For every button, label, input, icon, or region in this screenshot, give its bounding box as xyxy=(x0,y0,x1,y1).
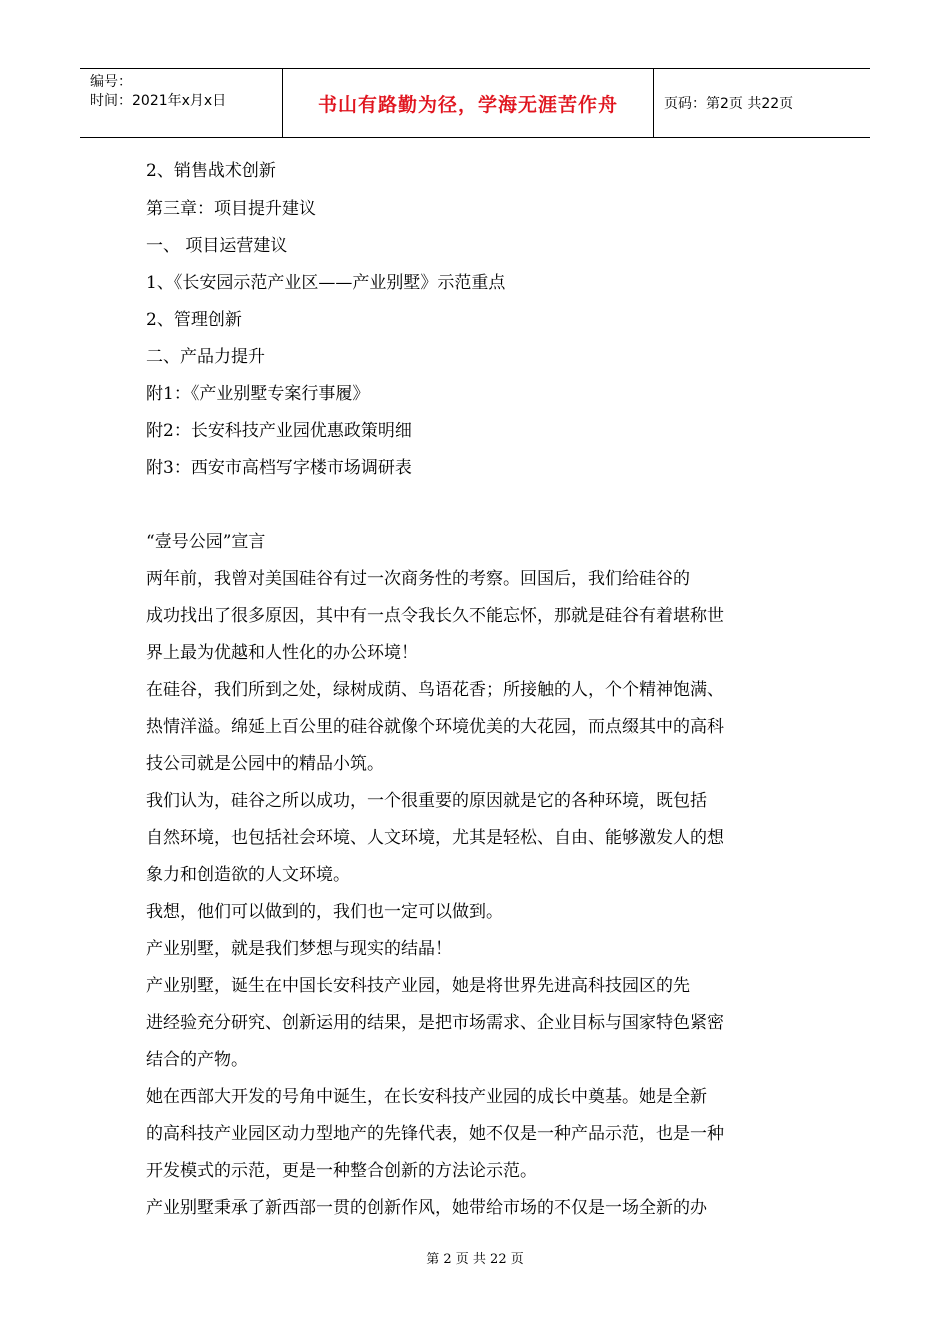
page-header xyxy=(80,68,870,138)
text-line: 1、《长安园示范产业区——产业别墅》示范重点 xyxy=(146,273,506,293)
paragraph-line: 界上最为优越和人性化的办公环境！ xyxy=(146,643,418,663)
paragraph-line: 结合的产物。 xyxy=(146,1050,248,1070)
appendix-line: 附3：西安市高档写字楼市场调研表 xyxy=(146,458,412,478)
paragraph-line: 开发模式的示范，更是一种整合创新的方法论示范。 xyxy=(146,1161,537,1181)
paragraph-line: 我们认为，硅谷之所以成功，一个很重要的原因就是它的各种环境，既包括 xyxy=(146,791,707,811)
header-left-cell xyxy=(80,69,283,137)
paragraph-line: 产业别墅秉承了新西部一贯的创新作风，她带给市场的不仅是一场全新的办 xyxy=(146,1198,707,1218)
paragraph-line: 进经验充分研究、创新运用的结果，是把市场需求、企业目标与国家特色紧密 xyxy=(146,1013,724,1033)
appendix-line: 附1：《产业别墅专案行事履》 xyxy=(146,384,370,404)
text-line: 2、管理创新 xyxy=(146,310,242,330)
text-line: 二、产品力提升 xyxy=(146,347,265,367)
header-page-info: 页码：第2页 共22页 xyxy=(664,96,794,112)
text-line: 一、 项目运营建议 xyxy=(146,236,288,256)
chapter-heading: 第三章：项目提升建议 xyxy=(146,199,316,219)
paragraph-line: 产业别墅，诞生在中国长安科技产业园，她是将世界先进高科技园区的先 xyxy=(146,976,690,996)
paragraph-line: 热情洋溢。绵延上百公里的硅谷就像个环境优美的大花园，而点缀其中的高科 xyxy=(146,717,724,737)
paragraph-line: 技公司就是公园中的精品小筑。 xyxy=(146,754,384,774)
appendix-line: 附2：长安科技产业园优惠政策明细 xyxy=(146,421,412,441)
section-title: “壹号公园”宣言 xyxy=(146,532,266,552)
paragraph-line: 我想，他们可以做到的，我们也一定可以做到。 xyxy=(146,902,503,922)
time-label: 时间：2021年x月x日 xyxy=(90,93,227,109)
paragraph-line: 在硅谷，我们所到之处，绿树成荫、鸟语花香；所接触的人，个个精神饱满、 xyxy=(146,680,724,700)
code-label: 编号： xyxy=(90,74,132,90)
paragraph-line: 象力和创造欲的人文环境。 xyxy=(146,865,350,885)
paragraph-line: 她在西部大开发的号角中诞生，在长安科技产业园的成长中奠基。她是全新 xyxy=(146,1087,707,1107)
header-motto: 书山有路勤为径，学海无涯苦作舟 xyxy=(283,69,654,137)
paragraph-line: 成功找出了很多原因，其中有一点令我长久不能忘怀，那就是硅谷有着堪称世 xyxy=(146,606,724,626)
paragraph-line: 产业别墅，就是我们梦想与现实的结晶！ xyxy=(146,939,452,959)
text-line: 2、销售战术创新 xyxy=(146,161,276,181)
paragraph-line: 两年前，我曾对美国硅谷有过一次商务性的考察。回国后，我们给硅谷的 xyxy=(146,569,690,589)
paragraph-line: 的高科技产业园区动力型地产的先锋代表，她不仅是一种产品示范，也是一种 xyxy=(146,1124,724,1144)
paragraph-line: 自然环境，也包括社会环境、人文环境，尤其是轻松、自由、能够激发人的想 xyxy=(146,828,724,848)
page-footer: 第 2 页 共 22 页 xyxy=(426,1252,524,1267)
